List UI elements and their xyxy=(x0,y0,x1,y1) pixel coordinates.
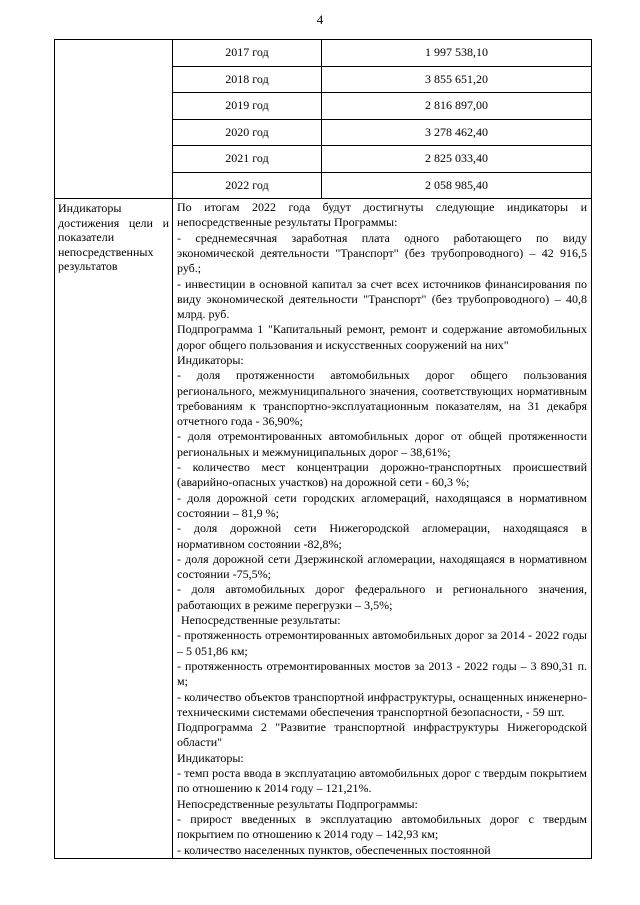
program-passport-table xyxy=(54,39,592,859)
indicators-section-row xyxy=(55,199,592,859)
funding-years-cell xyxy=(173,40,592,199)
table-row xyxy=(173,119,591,146)
amount-cell: 2 825 033,40 xyxy=(322,146,592,173)
amount-cell: 1 997 538,10 xyxy=(322,40,592,66)
paragraph: - доля автомобильных дорог федерального и регионального значения, работающих в режиме перегрузки – 3,5%; xyxy=(177,582,587,612)
indicators-content xyxy=(173,199,592,859)
paragraph: - доля дорожной сети городских агломераций, находящаяся в нормативном состоянии – 81,9 %; xyxy=(177,490,587,520)
paragraph: - количество мест концентрации дорожно-транспортных происшествий (аварийно-опасных участков) на дорожной сети - 60,3 %; xyxy=(177,460,587,490)
paragraph: - прирост введенных в эксплуатацию автомобильных дорог с твердым покрытием по отношению к 2014 году – 142,93 км; xyxy=(177,811,587,842)
paragraph: - темп роста ввода в эксплуатацию автомобильных дорог с твердым покрытием по отношению к 2014 году – 121,21%. xyxy=(177,766,587,796)
year-cell: 2022 год xyxy=(173,172,322,198)
table-row xyxy=(173,146,591,173)
amount-cell: 3 855 651,20 xyxy=(322,66,592,93)
subprogram-1-title: Подпрограмма 1 "Капитальный ремонт, ремонт и содержание автомобильных дорог общего пользования и искусственных сооружений на них" xyxy=(177,322,587,352)
paragraph: По итогам 2022 года будут достигнуты следующие индикаторы и непосредственные результаты Программы: xyxy=(177,200,587,230)
paragraph: Непосредственные результаты Подпрограммы: xyxy=(177,796,418,811)
table-row xyxy=(173,40,591,66)
paragraph: - доля отремонтированных автомобильных дорог от общей протяженности региональных и межмуниципальных дорог – 38,61%; xyxy=(177,429,587,459)
paragraph: - инвестиции в основной капитал за счет всех источников финансирования по виду экономической деятельности "Транспорт" (без трубопроводного) – 40,8 млрд. руб. xyxy=(177,276,587,322)
year-cell: 2018 год xyxy=(173,66,322,93)
paragraph: - доля дорожной сети Нижегородской агломерации, находящаяся в нормативном состоянии -82,8%; xyxy=(177,521,587,551)
paragraph: - количество населенных пунктов, обеспеченных постоянной xyxy=(177,842,491,857)
paragraph: - доля дорожной сети Дзержинской агломерации, находящаяся в нормативном состоянии -75,5%; xyxy=(177,551,587,582)
paragraph: - количество объектов транспортной инфраструктуры, оснащенных инженерно-техническими системами обеспечения транспортной безопасности, - 59 шт. xyxy=(177,689,587,719)
year-cell: 2020 год xyxy=(173,119,322,146)
year-cell: 2021 год xyxy=(173,146,322,173)
amount-cell: 3 278 462,40 xyxy=(322,119,592,146)
year-cell: 2017 год xyxy=(173,40,322,66)
subprogram-2-title: Подпрограмма 2 "Развитие транспортной инфраструктуры Нижегородской области" xyxy=(177,720,587,750)
funding-section-row xyxy=(55,40,592,199)
paragraph: Индикаторы: xyxy=(177,353,244,367)
paragraph: - доля протяженности автомобильных дорог общего пользования регионального, межмуниципального значения, соответствующих нормативным требованиям к транспортно-эксплуатационным показателям, на 31 декабря отчетного года - 36,90%; xyxy=(177,368,587,429)
paragraph: - протяженность отремонтированных автомобильных дорог за 2014 - 2022 годы – 5 051,86 км; xyxy=(177,628,587,658)
amount-cell: 2 816 897,00 xyxy=(322,93,592,120)
paragraph: - протяженность отремонтированных мостов за 2013 - 2022 годы – 3 890,31 п. м; xyxy=(177,658,587,689)
table-row xyxy=(173,172,591,198)
page-number: 4 xyxy=(316,12,324,27)
paragraph: - среднемесячная заработная плата одного работающего по виду экономической деятельности "Транспорт" (без трубопроводного) – 42 916,5 руб.; xyxy=(177,230,587,276)
paragraph: Непосредственные результаты: xyxy=(181,613,341,628)
funding-years-table xyxy=(173,40,591,198)
table-row xyxy=(173,93,591,120)
table-row xyxy=(173,66,591,93)
amount-cell: 2 058 985,40 xyxy=(425,177,488,192)
indicators-label: Индикаторы достижения цели и показатели непосредственных результатов xyxy=(55,199,173,859)
funding-label-cell xyxy=(55,40,173,199)
paragraph: Индикаторы: xyxy=(177,750,244,765)
year-cell: 2019 год xyxy=(173,93,322,120)
